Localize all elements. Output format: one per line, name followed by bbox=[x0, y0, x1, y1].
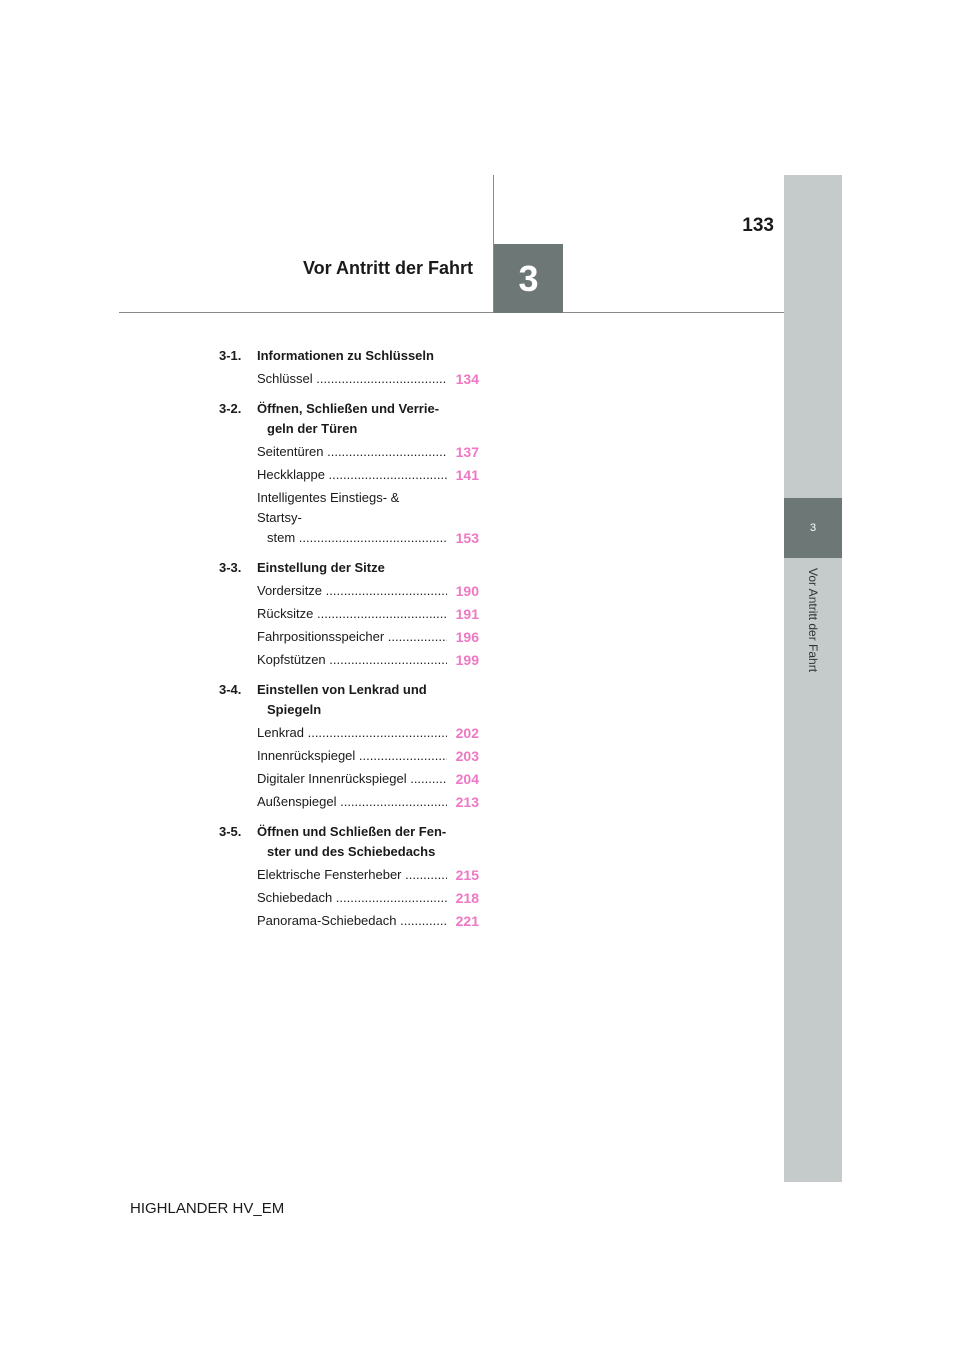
toc-page-link[interactable]: 191 bbox=[455, 606, 479, 622]
toc-item-title: Schlüssel bbox=[257, 371, 313, 386]
chapter-number-box: 3 bbox=[494, 244, 563, 313]
toc-item[interactable] bbox=[219, 865, 479, 885]
toc-item[interactable] bbox=[219, 627, 479, 647]
toc-leader-dots bbox=[396, 913, 447, 928]
toc-item-title: Vordersitze bbox=[257, 583, 323, 598]
toc-page-link[interactable]: 213 bbox=[455, 794, 479, 810]
toc-leader-dots bbox=[295, 530, 447, 545]
toc-item-title-cont: stem bbox=[267, 530, 296, 545]
toc-item-title: Schiebedach bbox=[257, 890, 333, 905]
toc-item-title: Lenkrad bbox=[257, 725, 304, 740]
toc-section-number: 3-3. bbox=[219, 560, 242, 575]
toc-page-link[interactable]: 141 bbox=[455, 467, 479, 483]
toc-item-title: Rücksitze bbox=[257, 606, 314, 621]
toc-section-title-cont: Spiegeln bbox=[267, 702, 322, 717]
toc-item[interactable] bbox=[219, 604, 479, 624]
toc-item-title: Intelligentes Einstiegs- & Startsy- bbox=[257, 490, 400, 525]
toc-item[interactable] bbox=[219, 746, 479, 766]
toc-page-link[interactable]: 204 bbox=[455, 771, 479, 787]
toc-item[interactable] bbox=[219, 442, 479, 462]
toc-leader-dots bbox=[313, 371, 447, 386]
toc-leader-dots bbox=[324, 444, 448, 459]
toc-item-title: Außenspiegel bbox=[257, 794, 337, 809]
toc-leader-dots bbox=[332, 890, 447, 905]
toc-section-title: Einstellen von Lenkrad und bbox=[257, 682, 427, 697]
toc-item[interactable] bbox=[219, 911, 479, 931]
toc-page-link[interactable]: 137 bbox=[455, 444, 479, 460]
toc-item[interactable] bbox=[219, 465, 479, 485]
toc-section bbox=[219, 680, 479, 812]
toc-section-number: 3-1. bbox=[219, 348, 242, 363]
toc-item-title: Fahrpositionsspeicher bbox=[257, 629, 385, 644]
toc-section bbox=[219, 558, 479, 670]
toc-item-title: Panorama-Schiebedach bbox=[257, 913, 397, 928]
side-chapter-label: Vor Antritt der Fahrt bbox=[806, 568, 820, 673]
toc-section-heading[interactable] bbox=[219, 558, 479, 578]
toc-item-title: Digitaler Innenrückspiegel bbox=[257, 771, 407, 786]
toc-section-title-cont: geln der Türen bbox=[267, 421, 358, 436]
toc-page-link[interactable]: 215 bbox=[455, 867, 479, 883]
toc-section-title: Öffnen, Schließen und Verrie- bbox=[257, 401, 440, 416]
toc-page-link[interactable]: 134 bbox=[455, 371, 479, 387]
toc-leader-dots bbox=[313, 606, 447, 621]
toc-page-link[interactable]: 203 bbox=[455, 748, 479, 764]
toc-leader-dots bbox=[402, 867, 447, 882]
toc-leader-dots bbox=[304, 725, 447, 740]
toc-section-number: 3-4. bbox=[219, 682, 242, 697]
toc-leader-dots bbox=[407, 771, 447, 786]
toc-section bbox=[219, 822, 479, 931]
toc-page-link[interactable]: 196 bbox=[455, 629, 479, 645]
toc-item[interactable] bbox=[219, 369, 479, 389]
toc-leader-dots bbox=[355, 748, 447, 763]
side-chapter-tab[interactable]: 3 bbox=[784, 498, 842, 558]
toc-section-heading[interactable] bbox=[219, 680, 479, 720]
toc-section-number: 3-5. bbox=[219, 824, 242, 839]
toc-leader-dots bbox=[325, 467, 447, 482]
toc-item[interactable] bbox=[219, 888, 479, 908]
toc-leader-dots bbox=[326, 652, 447, 667]
toc-item-title: Heckklappe bbox=[257, 467, 325, 482]
toc-section-title: Einstellung der Sitze bbox=[257, 560, 385, 575]
toc-item[interactable] bbox=[219, 488, 479, 548]
toc-item[interactable] bbox=[219, 650, 479, 670]
toc-leader-dots bbox=[337, 794, 448, 809]
footer-model: HIGHLANDER HV_EM bbox=[130, 1200, 285, 1217]
toc-item[interactable] bbox=[219, 769, 479, 789]
toc-section-heading[interactable] bbox=[219, 346, 479, 366]
toc-section bbox=[219, 399, 479, 548]
toc-page-link[interactable]: 221 bbox=[455, 913, 479, 929]
toc-section-number: 3-2. bbox=[219, 401, 242, 416]
toc-page-link[interactable]: 199 bbox=[455, 652, 479, 668]
toc-item-title: Innenrückspiegel bbox=[257, 748, 356, 763]
chapter-title: Vor Antritt der Fahrt bbox=[303, 258, 473, 278]
toc-item-title: Seitentüren bbox=[257, 444, 324, 459]
header-divider-horizontal bbox=[119, 312, 784, 313]
toc-page-link[interactable]: 190 bbox=[455, 583, 479, 599]
toc-item[interactable] bbox=[219, 581, 479, 601]
toc-item-title: Elektrische Fensterheber bbox=[257, 867, 402, 882]
toc-page-link[interactable]: 153 bbox=[455, 530, 479, 546]
toc-page-link[interactable]: 218 bbox=[455, 890, 479, 906]
toc-section-heading[interactable] bbox=[219, 399, 479, 439]
page-number: 133 bbox=[742, 215, 774, 236]
toc-item[interactable] bbox=[219, 723, 479, 743]
toc-leader-dots bbox=[322, 583, 447, 598]
toc-section-heading[interactable] bbox=[219, 822, 479, 862]
toc-item-title: Kopfstützen bbox=[257, 652, 326, 667]
toc-section-title: Öffnen und Schließen der Fen- bbox=[257, 824, 447, 839]
table-of-contents bbox=[219, 346, 479, 931]
toc-section bbox=[219, 346, 479, 389]
toc-item[interactable] bbox=[219, 792, 479, 812]
toc-section-title-cont: ster und des Schiebedachs bbox=[267, 844, 436, 859]
toc-page-link[interactable]: 202 bbox=[455, 725, 479, 741]
toc-leader-dots bbox=[384, 629, 447, 644]
toc-section-title: Informationen zu Schlüsseln bbox=[257, 348, 434, 363]
